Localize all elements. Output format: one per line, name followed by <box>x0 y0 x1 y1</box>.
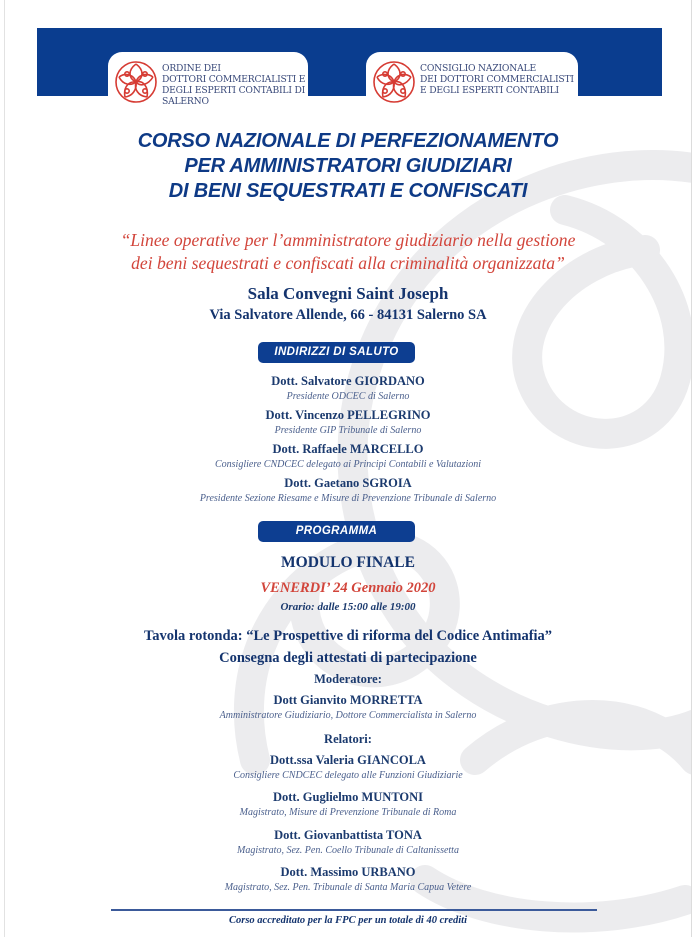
odcec-salerno-logo-text <box>162 52 305 107</box>
cndcec-logo-text <box>420 52 574 96</box>
speaker-name: Dott. Massimo URBANO <box>280 865 416 879</box>
speaker-name: Dott. Guglielmo MUNTONI <box>272 790 424 804</box>
greeting-speaker-name: Dott. Vincenzo PELLEGRINO <box>265 408 431 422</box>
greeting-speaker-role: Consigliere CNDCEC delegato ai Principi Contabili e Valutazioni <box>214 459 481 470</box>
logo-line: DEGLI ESPERTI CONTABILI DI <box>162 85 306 96</box>
title-line: CORSO NAZIONALE DI PERFEZIONAMENTO <box>137 130 559 152</box>
certificates-line: Consegna degli attestati di partecipazione <box>219 650 477 666</box>
speaker-role: Magistrato, Sez. Pen. Coello Tribunale di Caltanissetta <box>237 845 459 856</box>
greeting-speaker-name: Dott. Gaetano SGROIA <box>284 476 412 490</box>
logo-line: ORDINE DEI <box>162 63 221 74</box>
course-subtitle <box>5 229 691 275</box>
flyer-page <box>4 0 692 937</box>
accreditation-note: Corso accreditato per la FPC per un totale di 40 crediti <box>229 915 467 926</box>
greeting-speaker-name: Dott. Raffaele MARCELLO <box>272 442 424 456</box>
odcec-rosette-icon <box>114 60 158 104</box>
venue-name: Sala Convegni Saint Joseph <box>247 284 449 303</box>
speaker-role: Consigliere CNDCEC delegato alle Funzioni Giudiziarie <box>233 770 463 781</box>
round-table-title: Tavola rotonda: “Le Prospettive di riforma del Codice Antimafia” <box>143 628 553 644</box>
greeting-speaker-role: Presidente ODCEC di Salerno <box>286 391 410 402</box>
greeting-speaker-name: Dott. Salvatore GIORDANO <box>271 374 425 388</box>
title-line: DI BENI SEQUESTRATI E CONFISCATI <box>168 180 528 202</box>
moderator-role: Amministratore Giudiziario, Dottore Commercialista in Salerno <box>219 710 477 721</box>
course-title <box>5 129 691 204</box>
cndcec-logo <box>366 52 578 110</box>
speakers-label: Relatori: <box>324 732 372 746</box>
moderator-label: Moderatore: <box>314 672 382 686</box>
event-date: VENERDI’ 24 Gennaio 2020 <box>260 580 436 596</box>
greeting-speaker-role: Presidente GIP Tribunale di Salerno <box>274 425 422 436</box>
logo-line: DEI DOTTORI COMMERCIALISTI <box>420 74 574 85</box>
logo-line: CONSIGLIO NAZIONALE <box>420 63 536 74</box>
odcec-salerno-logo <box>108 52 308 110</box>
subtitle-line: “Linee operative per l’amministratore giudiziario nella gestione <box>120 230 576 250</box>
speaker-role: Magistrato, Misure di Prevenzione Tribunale di Roma <box>239 807 457 818</box>
logo-line: DOTTORI COMMERCIALISTI E <box>162 74 306 85</box>
title-line: PER AMMINISTRATORI GIUDIZIARI <box>184 155 512 177</box>
greeting-speaker-role: Presidente Sezione Riesame e Misure di Prevenzione Tribunale di Salerno <box>199 493 497 504</box>
venue-address: Via Salvatore Allende, 66 - 84131 Salerno SA <box>209 307 487 323</box>
cndcec-rosette-icon <box>372 60 416 104</box>
logo-line: SALERNO <box>162 96 209 107</box>
footer-divider <box>111 909 597 911</box>
logo-line: E DEGLI ESPERTI CONTABILI <box>420 85 559 96</box>
module-title: MODULO FINALE <box>281 554 415 571</box>
moderator-name: Dott Gianvito MORRETTA <box>273 693 423 707</box>
round-table-block <box>5 625 691 669</box>
greetings-heading-badge: INDIRIZZI DI SALUTO <box>258 342 415 363</box>
event-time: Orario: dalle 15:00 alle 19:00 <box>280 601 416 613</box>
speaker-role: Magistrato, Sez. Pen. Tribunale di Santa Maria Capua Vetere <box>224 882 472 893</box>
speaker-name: Dott.ssa Valeria GIANCOLA <box>270 753 426 767</box>
subtitle-line: dei beni sequestrati e confiscati alla criminalità organizzata” <box>131 253 565 273</box>
speaker-name: Dott. Giovanbattista TONA <box>274 828 422 842</box>
program-heading-badge: PROGRAMMA <box>258 521 415 542</box>
